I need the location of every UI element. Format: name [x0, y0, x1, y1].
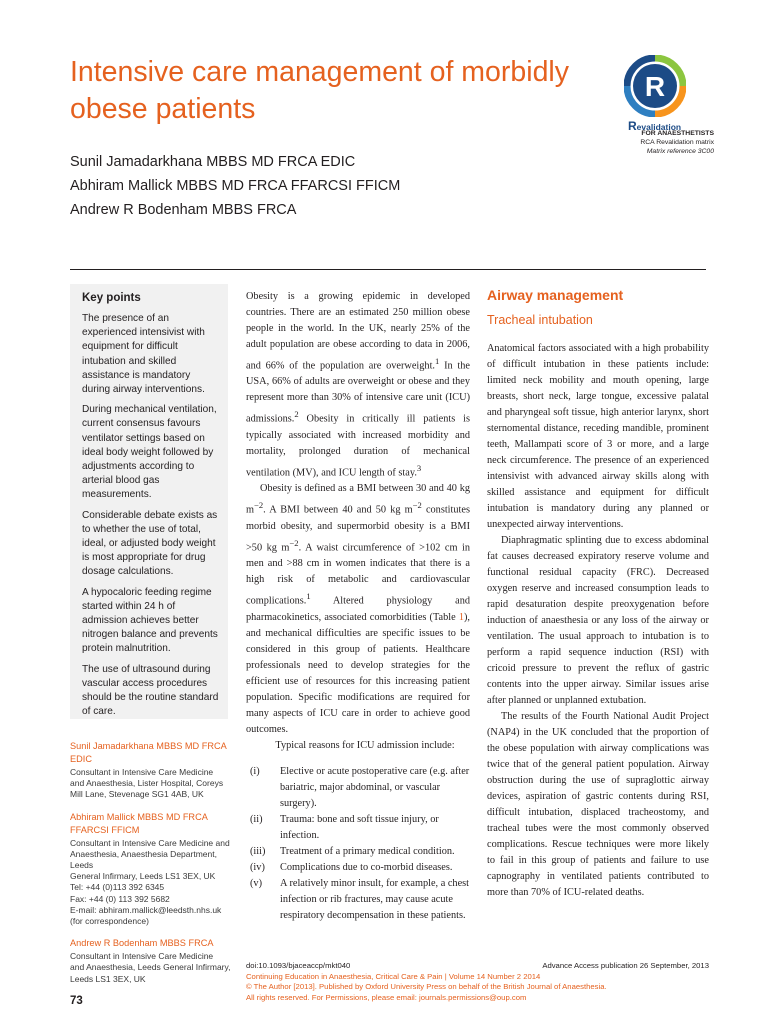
icu-reasons-list [246, 764, 470, 924]
key-points-box [70, 284, 228, 719]
permissions: All rights reserved. For Permissions, please email: journals.permissions@oup.com [246, 992, 527, 1002]
page-number: 73 [70, 995, 83, 1007]
article-title: Intensive care management of morbidly obese patients [70, 56, 570, 125]
copyright: © The Author [2013]. Published by Oxford University Press on behalf of the British Journal of Anaesthesia. [246, 982, 607, 992]
logo-letter: R [644, 71, 666, 102]
logo-name: Revalidation [628, 119, 682, 133]
revalidation-ring-icon [624, 55, 686, 117]
body-column-left [246, 289, 470, 924]
affiliation-details: Consultant in Intensive Care Medicine and Anaesthesia, Lister Hospital, Coreys Mill Lane, Stevenage SG1 4AB, UK [70, 767, 224, 800]
key-point: The use of ultrasound during vascular access procedures should be the routine standard of care. [82, 663, 219, 718]
citation[interactable]: 1 [435, 356, 440, 366]
paragraph: Obesity is a growing epidemic in developed countries. There are an estimated 250 million obese people in the world. In the UK, nearly 25% of the adult population are obese according to data in 2006, and 66% of the population are overweight.$^1$ In the USA, 66% of adults are overweight or obese and they represent more than 30% of intensive care unit (ICU) admissions.$^2$ Obesity in critically ill patients is typically associated with increased morbidity and mortality, prolonged duration of mechanical ventilation (MV), and ICU length of stay.$^3$ [246, 291, 470, 479]
citation[interactable]: 2 [294, 409, 299, 420]
citation[interactable]: 1 [306, 591, 311, 602]
list-item: (iv) Complications due to co-morbid diseases. [250, 861, 453, 873]
list-item: (iii) Treatment of a primary medical condition. [250, 845, 455, 857]
table-link[interactable]: 1 [458, 611, 464, 623]
affiliation-details: Consultant in Intensive Care Medicine and Anaesthesia, Leeds General Infirmary, Leeds LS1 3EX, UK [70, 951, 231, 984]
key-point: The presence of an experienced intensivist with equipment for difficult intubation and skilled assistance is mandatory during airway interventions. [82, 313, 205, 396]
publication-date: Advance Access publication 26 September, 2013 [542, 961, 709, 970]
subsection-heading: Tracheal intubation [487, 313, 593, 327]
section-heading: Airway management [487, 287, 624, 303]
list-item: (i) Elective or acute postoperative care (e.g. after bariatric, major abdominal, or vascular surgery). [250, 765, 470, 809]
author-list [70, 150, 400, 222]
header-rule [70, 269, 706, 270]
paragraph: Diaphragmatic splinting due to excess abdominal fat causes decreased expiratory reserve volume and functional residual capacity (FRC). Decreased oxygen reserve and increased consumption leads to rapid desaturation despite preoxygenation before induction of anaesthesia or any loss of the airway or ventilation. The usual approach to intubation is to perform a rapid sequence induction (RSI) with cricoid pressure to prevent the reflux of gastric contents into the upper airway. Similar issues arise after planned or unplanned extubation. [487, 535, 709, 706]
logo-subtitle: FOR ANAESTHETISTS RCA Revalidation matrix Matrix reference 3C00 [640, 130, 714, 155]
author-3: Andrew R Bodenham MBBS FRCA [70, 202, 297, 218]
page-footer [246, 961, 709, 1003]
affiliation-name: Andrew R Bodenham MBBS FRCA [70, 938, 214, 949]
list-item: (ii) Trauma: bone and soft tissue injury, or infection. [250, 813, 439, 841]
author-affiliations [70, 740, 240, 995]
paragraph: The results of the Fourth National Audit Project (NAP4) in the UK concluded that the proportion of the obese population with airway complications was twice that of the general patient population. Airway obstruction during the use of supraglottic airway devices, aspiration of gastric contents during RSI, difficult intubation, displaced tracheostomy, and tracheal tubes were the most commonly observed complications. Rescue techniques were more likely to fail in this group of patients and failure to use capnography in ventilated patients contributed to more than 70% of ICU-related deaths. [487, 711, 709, 898]
list-intro: Typical reasons for ICU admission include: [275, 739, 455, 751]
affiliation-details: Consultant in Intensive Care Medicine and Anaesthesia, Anaesthesia Department, Leeds General Infirmary, Leeds LS1 3EX, UK Tel: +44 (0)113 392 6345 Fax: +44 (0) 113 392 5682 E-mail: abhiram.mallick@leedsth.nhs.uk (for correspondence) [70, 837, 230, 927]
key-point: A hypocaloric feeding regime started within 24 h of admission achieves better nitrogen balance and prevents protein malnutrition. [82, 586, 218, 655]
affiliation-name: Sunil Jamadarkhana MBBS MD FRCA EDIC [70, 741, 227, 764]
key-point: Considerable debate exists as to whether the use of total, ideal, or adjusted body weight is most appropriate for drug dosage calculations. [82, 509, 218, 578]
journal-info: Continuing Education in Anaesthesia, Critical Care & Pain | Volume 14 Number 2 2014 [246, 971, 541, 981]
revalidation-logo [612, 55, 722, 180]
author-1: Sunil Jamadarkhana MBBS MD FRCA EDIC [70, 154, 356, 170]
author-2: Abhiram Mallick MBBS MD FRCA FFARCSI FFICM [70, 178, 401, 194]
doi[interactable]: doi:10.1093/bjaceaccp/mkt040 [246, 961, 351, 970]
key-points-heading: Key points [82, 292, 141, 304]
affiliation-name: Abhiram Mallick MBBS MD FRCA FFARCSI FFICM [70, 811, 208, 835]
citation[interactable]: 3 [416, 462, 422, 473]
list-item: (v) A relatively minor insult, for example, a chest infection or rib fractures, may cause acute respiratory decompensation in these patients. [250, 877, 470, 921]
paragraph: Anatomical factors associated with a high probability of difficult intubation in these patients include: limited neck mobility and mouth opening, large breasts, short neck, large tongue, excessive palatal and pharyngeal soft tissue, high anterior larynx, short sternomental distance, receding mandible, prominent teeth, Mallampati score of 3 or more, and a large neck circumference. The presence of an experienced intensivist with advanced airway skills along with skilled assistance and equipment for difficult intubation is mandatory during any planned or unexpected airway interventions. [487, 343, 709, 530]
body-column-right [487, 285, 709, 901]
paragraph: Obesity is defined as a BMI between 30 and 40 kg $m^{-2}$. A BMI between 40 and 50 kg $m^{-2}$ constitutes morbid obesity, and supermorbid obesity is a BMI >50 kg $m^{-2}$. A waist circumference of >102 cm in men and >88 cm in women indicates that there is a high risk of metabolic and cardiovascular complications.$^1$ Altered physiology and pharmacokinetics, associated comorbidities (Table 1), and mechanical difficulties are specific issues to be considered in this group of patients. Healthcare professionals need to develop strategies for the efficient use of resources for this increasing patient population. Specific modifications are required for many aspects of ICU care in order to achieve good outcomes. [246, 483, 470, 735]
key-point: During mechanical ventilation, current consensus favours ventilator settings based on ideal body weight followed by adjustments according to arterial blood gas measurements. [82, 404, 217, 501]
